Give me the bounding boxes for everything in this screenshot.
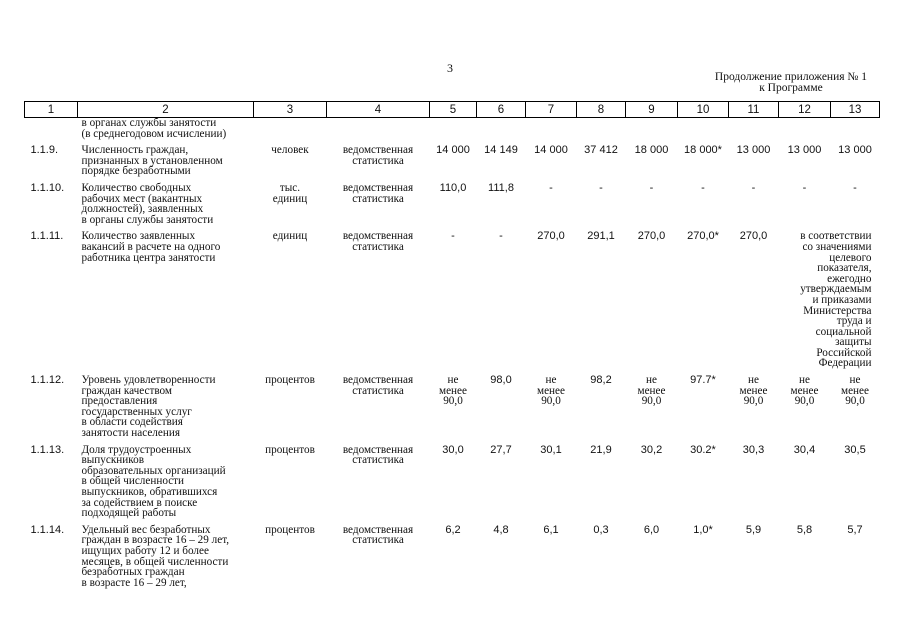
header-cell: 8 (577, 102, 626, 118)
value-cell: 30,3 (742, 443, 765, 456)
value-cell: 13 000 (736, 144, 771, 157)
value-cell: - (549, 181, 553, 194)
header-cell: 7 (526, 102, 577, 118)
value-cell: 30,1 (540, 443, 562, 456)
indicator-name: Удельный вес безработных граждан в возрасте 16 – 29 лет, ищущих работу 12 и более месяцев, в общей численности безработных граждан в возрасте 16 – 29 лет, (81, 523, 230, 589)
value-cell: 30,4 (793, 443, 816, 456)
header-cell: 2 (78, 102, 254, 118)
indicator-name: в органах службы занятости (в среднегодовом исчислении) (81, 117, 227, 140)
header-cell: 11 (729, 102, 779, 118)
value-cell: 6,2 (445, 523, 461, 536)
value-cell: - (451, 230, 455, 243)
indicator-name: Количество заявленных вакансий в расчете на одного работника центра занятости (81, 230, 221, 264)
value-cell: 18 000* (684, 144, 722, 157)
value-cell: 4,8 (493, 523, 509, 536)
data-source: ведомственная статистика (342, 523, 414, 547)
indicator-name: Количество свободных рабочих мест (вакантных должностей), заявленных в органы службы занятости (81, 181, 214, 226)
value-cell: 98,0 (490, 374, 512, 387)
unit-of-measure: процентов (265, 374, 315, 387)
value-cell: 14 000 (534, 144, 568, 157)
table-row (25, 139, 880, 177)
data-source (327, 118, 430, 140)
value-cell: не менее 90,0 (790, 374, 819, 408)
value-cell: 14 149 (484, 144, 518, 157)
indicator-name: Численность граждан, признанных в установленном порядке безработными (81, 144, 223, 178)
table-row (25, 439, 880, 519)
continuation-note (715, 72, 867, 94)
data-source: ведомственная статистика (342, 181, 414, 205)
value-cell (779, 118, 831, 140)
indicator-code: 1.1.13. (30, 443, 65, 456)
value-cell: 30.2* (690, 443, 716, 456)
value-cell: 110,0 (439, 181, 467, 194)
value-cell: не менее 90,0 (739, 374, 768, 408)
value-cell: - (499, 230, 503, 243)
value-cell: 13 000 (787, 144, 822, 157)
value-cell: 6,0 (643, 523, 660, 536)
header-cell: 6 (477, 102, 526, 118)
value-cell (577, 118, 626, 140)
continuation-line-2: к Программе (759, 82, 823, 94)
value-cell (626, 118, 678, 140)
value-cell: 5,7 (847, 523, 863, 536)
value-cell (729, 118, 779, 140)
value-cell: - (649, 181, 654, 194)
indicator-code: 1.1.10. (30, 181, 65, 194)
header-cell: 5 (430, 102, 477, 118)
value-cell: 30,2 (640, 443, 663, 456)
data-source: ведомственная статистика (342, 443, 414, 467)
value-cell: - (599, 181, 603, 194)
value-cell (430, 118, 477, 140)
value-cell: в соответствии со значениями целевого показателя, ежегодно утверждаемым и приказами Министерства труда и социальной защиты Российской Федерации (800, 230, 872, 370)
value-cell: 270,0 (537, 230, 565, 243)
value-cell: не менее 90,0 (841, 374, 869, 408)
value-cell: - (701, 181, 705, 194)
value-cell (526, 118, 577, 140)
value-cell: 37 412 (584, 144, 618, 157)
table-header-row (25, 102, 880, 118)
header-cell: 3 (254, 102, 327, 118)
continuation-line-1: Продолжение приложения № 1 (714, 71, 867, 83)
value-cell: не менее 90,0 (637, 374, 666, 408)
header-cell: 12 (779, 102, 831, 118)
page-number: 3 (447, 61, 453, 75)
table-row (25, 369, 880, 439)
indicators-table (24, 101, 880, 588)
value-cell: 18 000 (634, 144, 669, 157)
value-cell: 0,3 (593, 523, 609, 536)
value-cell: - (751, 181, 756, 194)
indicator-code: 1.1.11. (30, 230, 64, 243)
value-cell: 1,0* (693, 523, 713, 536)
value-cell: 30,5 (844, 443, 866, 456)
unit-of-measure (254, 118, 327, 140)
header-cell: 10 (678, 102, 729, 118)
indicator-code: 1.1.9. (30, 144, 59, 157)
value-cell: 98,2 (590, 374, 612, 387)
value-cell (678, 118, 729, 140)
data-source: ведомственная статистика (342, 144, 414, 167)
indicator-code: 1.1.14. (30, 523, 65, 536)
value-cell: 291,1 (587, 230, 615, 243)
value-cell: 5,9 (745, 523, 762, 536)
value-cell: 270,0 (739, 230, 768, 243)
indicator-code (25, 118, 78, 140)
value-cell: 111,8 (488, 181, 514, 194)
unit-of-measure: единиц (272, 230, 308, 243)
header-cell: 1 (25, 102, 78, 118)
value-cell: 5,8 (796, 523, 813, 536)
value-cell: - (853, 181, 857, 194)
table-row (25, 177, 880, 225)
data-source: ведомственная статистика (342, 374, 414, 397)
header-cell: 4 (327, 102, 430, 118)
value-cell (831, 118, 880, 140)
data-source: ведомственная статистика (342, 230, 414, 253)
value-cell: 14 000 (436, 144, 470, 157)
value-cell: 6,1 (543, 523, 559, 536)
indicator-name: Уровень удовлетворенности граждан качеством предоставления государственных услуг в области содействия занятости населения (81, 374, 216, 440)
unit-of-measure: человек (271, 144, 309, 157)
value-cell: 13 000 (838, 144, 872, 157)
table-row (25, 519, 880, 589)
indicator-name: Доля трудоустроенных выпускников образовательных организаций в общей численности выпускников, обратившихся за содействием в поиске подходящей работы (81, 443, 226, 520)
indicator-code: 1.1.12. (30, 374, 65, 387)
table-row (25, 118, 880, 140)
value-cell: 30,0 (442, 443, 464, 456)
value-cell: 21,9 (590, 443, 612, 456)
unit-of-measure: процентов (265, 443, 315, 456)
value-cell: 97.7* (690, 374, 716, 387)
value-cell: 270,0 (637, 230, 666, 243)
value-cell: - (802, 181, 807, 194)
value-cell: 270,0* (687, 230, 719, 243)
unit-of-measure: процентов (265, 523, 315, 536)
table-row (25, 225, 880, 369)
header-cell: 13 (831, 102, 880, 118)
value-cell: не менее 90,0 (537, 374, 565, 408)
header-cell: 9 (626, 102, 678, 118)
value-cell: 27,7 (490, 443, 512, 456)
unit-of-measure: тыс. единиц (272, 181, 308, 205)
value-cell (477, 118, 526, 140)
value-cell: не менее 90,0 (439, 374, 467, 408)
